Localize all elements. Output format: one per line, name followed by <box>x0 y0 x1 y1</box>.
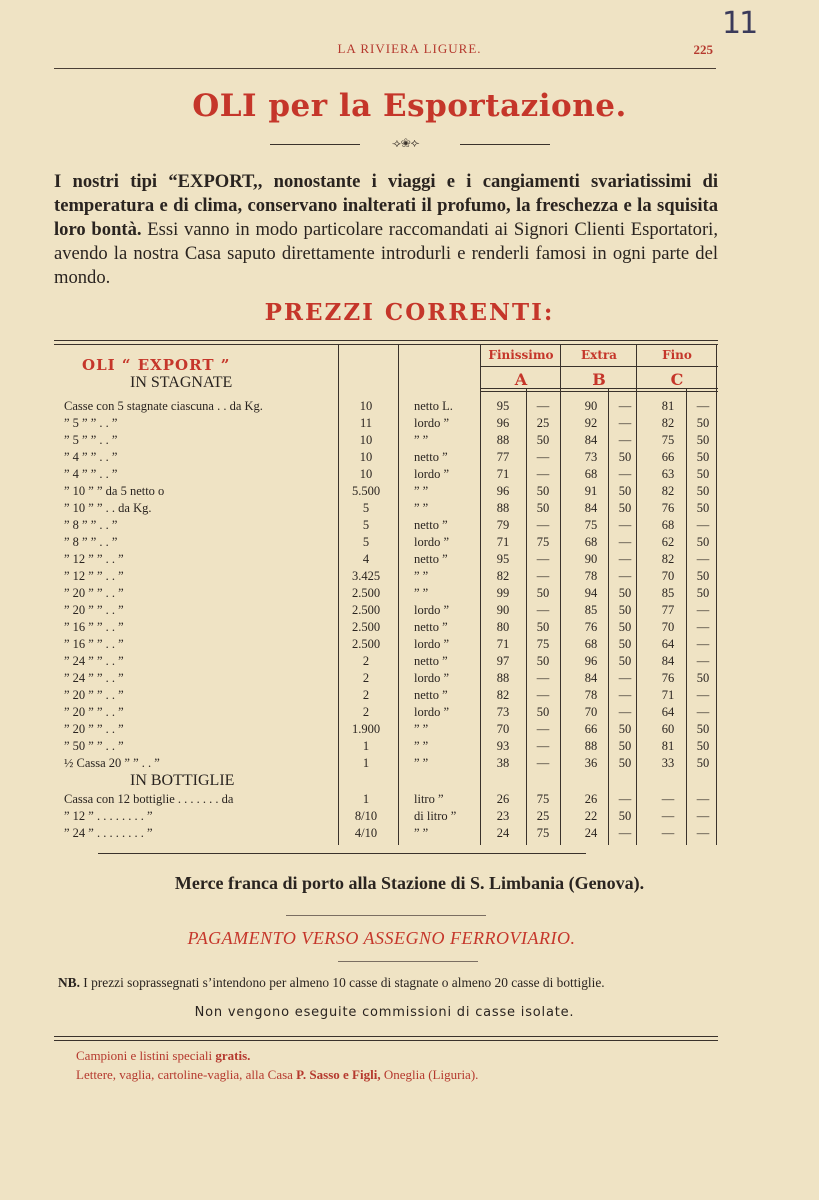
cell-qty: 5 <box>362 518 370 532</box>
table-row <box>54 619 718 636</box>
grade-letter-rule <box>480 388 718 389</box>
table-row <box>54 825 718 842</box>
intro-paragraph <box>54 170 718 290</box>
footer-line1-prefix: Campioni e listini speciali <box>76 1048 216 1063</box>
cell-c2: — <box>696 705 710 719</box>
cell-qty: 2 <box>362 688 370 702</box>
cell-c2: 50 <box>696 586 710 600</box>
grade-b-letter: B <box>592 370 606 389</box>
cell-b1: 84 <box>584 433 598 447</box>
cell-b2: — <box>618 826 632 840</box>
cell-desc: ” 24 ” ” . . ” <box>64 654 124 668</box>
table-row <box>54 568 718 585</box>
cell-c2: — <box>696 603 710 617</box>
cell-qty: 2 <box>362 705 370 719</box>
cell-note: ” ” <box>414 433 429 447</box>
table-row <box>54 602 718 619</box>
cell-desc: ” 12 ” . . . . . . . . ” <box>64 809 153 823</box>
cell-b2: 50 <box>618 809 632 823</box>
cell-a1: 95 <box>496 552 510 566</box>
cell-qty: 2.500 <box>351 620 381 634</box>
section-bottiglie-heading: IN BOTTIGLIE <box>130 772 235 789</box>
grade-letter-rule-inner <box>480 391 718 392</box>
cell-a2: — <box>536 603 550 617</box>
cell-qty: 10 <box>359 433 373 447</box>
cell-qty: 4 <box>362 552 370 566</box>
cell-b1: 78 <box>584 569 598 583</box>
ornament-line-right <box>460 144 550 145</box>
cell-note: ” ” <box>414 826 429 840</box>
cell-b2: 50 <box>618 637 632 651</box>
cell-c1: 64 <box>661 637 675 651</box>
cell-a2: — <box>536 399 550 413</box>
cell-note: lordo ” <box>414 671 450 685</box>
grade-c-name: Fino <box>662 348 692 362</box>
cell-b2: — <box>618 688 632 702</box>
grade-b-name: Extra <box>581 348 617 362</box>
footer-line2-prefix: Lettere, vaglia, cartoline-vaglia, alla Casa <box>76 1067 297 1082</box>
cell-qty: 11 <box>359 416 373 430</box>
price-table <box>54 340 718 845</box>
cell-c2: 50 <box>696 756 710 770</box>
cell-a2: — <box>536 552 550 566</box>
cell-qty: 10 <box>359 467 373 481</box>
cell-qty: 2.500 <box>351 586 381 600</box>
table-row <box>54 704 718 721</box>
table-row <box>54 466 718 483</box>
non-vengono-note: Non vengono eseguite commissioni di casse isolate. <box>194 1005 575 1020</box>
cell-b1: 70 <box>584 705 598 719</box>
cell-c2: 50 <box>696 501 710 515</box>
cell-qty: 10 <box>359 450 373 464</box>
cell-note: netto ” <box>414 654 448 668</box>
nb-text: I prezzi soprassegnati s’intendono per almeno 10 casse di stagnate o almeno 20 casse di bottiglie. <box>79 975 605 990</box>
cell-desc: ” 16 ” ” . . ” <box>64 620 124 634</box>
cell-a1: 23 <box>496 809 510 823</box>
cell-a2: 25 <box>536 416 550 430</box>
cell-qty: 1 <box>362 739 370 753</box>
merce-franca-note: Merce franca di porto alla Stazione di S. Limbania (Genova). <box>174 873 645 893</box>
cell-c2: 50 <box>696 671 710 685</box>
ornament-divider <box>270 136 550 150</box>
cell-b2: 50 <box>618 756 632 770</box>
cell-desc: ” 20 ” ” . . ” <box>64 688 124 702</box>
cell-qty: 2 <box>362 654 370 668</box>
grade-c-letter: C <box>670 370 684 389</box>
intro-bold-lead: I nostri tipi “EXPORT,, nonostante i viaggi e i cangiamenti svariatissimi di temperatura e di clima, conservano inalterati il profumo, la freschezza e la squisita loro bontà. <box>54 171 718 240</box>
cell-a2: — <box>536 518 550 532</box>
cell-a1: 93 <box>496 739 510 753</box>
cell-a1: 96 <box>496 484 510 498</box>
cell-note: netto ” <box>414 450 448 464</box>
cell-a1: 79 <box>496 518 510 532</box>
grade-a-name: Finissimo <box>488 348 554 362</box>
cell-note: lordo ” <box>414 705 450 719</box>
cell-c1: 64 <box>661 705 675 719</box>
cell-a2: — <box>536 569 550 583</box>
cell-note: ” ” <box>414 501 429 515</box>
top-rule <box>54 68 716 69</box>
cell-b1: 66 <box>584 722 598 736</box>
short-rule <box>338 961 478 962</box>
cell-note: netto L. <box>414 399 453 413</box>
cell-c2: — <box>696 399 710 413</box>
table-row <box>54 755 718 772</box>
cell-c2: 50 <box>696 535 710 549</box>
table-row <box>54 483 718 500</box>
cell-desc: ” 5 ” ” . . ” <box>64 433 118 447</box>
cell-a1: 82 <box>496 688 510 702</box>
cell-qty: 1.900 <box>351 722 381 736</box>
cell-c1: 76 <box>661 501 675 515</box>
table-row <box>54 449 718 466</box>
cell-desc: ” 12 ” ” . . ” <box>64 569 124 583</box>
cell-a1: 82 <box>496 569 510 583</box>
cell-b1: 88 <box>584 739 598 753</box>
table-row <box>54 534 718 551</box>
cell-c1: 81 <box>661 739 675 753</box>
cell-b1: 68 <box>584 535 598 549</box>
table-row <box>54 500 718 517</box>
cell-c2: 50 <box>696 484 710 498</box>
cell-b2: — <box>618 433 632 447</box>
table-header-title: OLI “ EXPORT ” <box>82 356 231 374</box>
cell-b2: 50 <box>618 484 632 498</box>
cell-c2: 50 <box>696 450 710 464</box>
cell-a2: 50 <box>536 654 550 668</box>
cell-b2: — <box>618 399 632 413</box>
footer-company: P. Sasso e Figli, <box>296 1067 381 1082</box>
cell-b2: — <box>618 416 632 430</box>
table-row <box>54 551 718 568</box>
cell-c2: — <box>696 637 710 651</box>
cell-note: netto ” <box>414 688 448 702</box>
table-row <box>54 432 718 449</box>
cell-desc: ½ Cassa 20 ” ” . . ” <box>64 756 160 770</box>
cell-desc: ” 8 ” ” . . ” <box>64 518 118 532</box>
cell-desc: ” 20 ” ” . . ” <box>64 586 124 600</box>
cell-qty: 1 <box>362 792 370 806</box>
cell-a1: 77 <box>496 450 510 464</box>
cell-b1: 22 <box>584 809 598 823</box>
cell-qty: 5.500 <box>351 484 381 498</box>
footer-line-2 <box>76 1067 478 1083</box>
cell-a1: 88 <box>496 501 510 515</box>
cell-note: lordo ” <box>414 416 450 430</box>
cell-b2: 50 <box>618 739 632 753</box>
cell-a2: 50 <box>536 484 550 498</box>
cell-a1: 71 <box>496 467 510 481</box>
cell-desc: ” 4 ” ” . . ” <box>64 450 118 464</box>
table-row <box>54 517 718 534</box>
cell-desc: Casse con 5 stagnate ciascuna . . da Kg. <box>64 399 263 413</box>
cell-a1: 71 <box>496 637 510 651</box>
cell-a1: 88 <box>496 433 510 447</box>
table-row <box>54 687 718 704</box>
intro-rest: Essi vanno in modo particolare raccomandati ai Signori Clienti Esportatori, avendo la nostra Casa saputo direttamente introdurli e renderli famosi in ogni parte del mondo. <box>54 219 718 288</box>
cell-a2: 50 <box>536 433 550 447</box>
cell-c1: — <box>661 792 675 806</box>
cell-b2: — <box>618 535 632 549</box>
cell-note: di litro ” <box>414 809 457 823</box>
cell-a1: 38 <box>496 756 510 770</box>
cell-desc: ” 10 ” ” . . da Kg. <box>64 501 152 515</box>
footer-line-1 <box>76 1048 250 1064</box>
cell-qty: 8/10 <box>354 809 378 823</box>
cell-b1: 26 <box>584 792 598 806</box>
cell-c1: 70 <box>661 620 675 634</box>
cell-b2: 50 <box>618 654 632 668</box>
cell-desc: ” 16 ” ” . . ” <box>64 637 124 651</box>
cell-b1: 84 <box>584 671 598 685</box>
cell-desc: ” 24 ” . . . . . . . . ” <box>64 826 153 840</box>
ornament-flourish-icon: ⟢❀⟣ <box>392 136 420 150</box>
table-top-rule <box>54 340 718 341</box>
cell-note: ” ” <box>414 722 429 736</box>
cell-b1: 75 <box>584 518 598 532</box>
cell-note: ” ” <box>414 756 429 770</box>
cell-desc: ” 12 ” ” . . ” <box>64 552 124 566</box>
grade-a-letter: A <box>514 370 528 389</box>
cell-qty: 3.425 <box>351 569 381 583</box>
cell-a1: 88 <box>496 671 510 685</box>
cell-b2: — <box>618 792 632 806</box>
cell-c2: — <box>696 552 710 566</box>
cell-note: ” ” <box>414 484 429 498</box>
cell-c1: — <box>661 826 675 840</box>
cell-b2: 50 <box>618 603 632 617</box>
cell-a2: 75 <box>536 792 550 806</box>
cell-c2: — <box>696 809 710 823</box>
cell-note: netto ” <box>414 552 448 566</box>
cell-c2: — <box>696 654 710 668</box>
cell-a2: 50 <box>536 620 550 634</box>
cell-note: ” ” <box>414 739 429 753</box>
cell-a2: — <box>536 467 550 481</box>
cell-qty: 5 <box>362 501 370 515</box>
cell-c1: 77 <box>661 603 675 617</box>
cell-a2: 50 <box>536 501 550 515</box>
cell-desc: ” 20 ” ” . . ” <box>64 705 124 719</box>
running-head: LA RIVIERA LIGURE. <box>337 41 482 56</box>
cell-b2: 50 <box>618 586 632 600</box>
cell-c2: 50 <box>696 433 710 447</box>
cell-b2: — <box>618 569 632 583</box>
cell-c1: 66 <box>661 450 675 464</box>
footer-line2-suffix: Oneglia (Liguria). <box>380 1067 479 1082</box>
cell-b1: 76 <box>584 620 598 634</box>
handwritten-number: 11 <box>722 6 757 41</box>
cell-desc: ” 5 ” ” . . ” <box>64 416 118 430</box>
cell-a2: — <box>536 688 550 702</box>
cell-a2: — <box>536 739 550 753</box>
cell-qty: 2.500 <box>351 637 381 651</box>
table-top-rule-inner <box>54 344 718 345</box>
prezzi-heading: PREZZI CORRENTI: <box>264 299 555 326</box>
grade-header-rule <box>480 366 718 367</box>
cell-a2: 75 <box>536 637 550 651</box>
table-row <box>54 721 718 738</box>
cell-a2: 50 <box>536 705 550 719</box>
cell-c1: 33 <box>661 756 675 770</box>
cell-a2: — <box>536 450 550 464</box>
cell-a2: 25 <box>536 809 550 823</box>
table-row <box>54 415 718 432</box>
cell-desc: ” 8 ” ” . . ” <box>64 535 118 549</box>
cell-c1: 82 <box>661 416 675 430</box>
cell-qty: 2.500 <box>351 603 381 617</box>
cell-qty: 1 <box>362 756 370 770</box>
ornament-line-left <box>270 144 360 145</box>
cell-note: lordo ” <box>414 603 450 617</box>
cell-a2: 50 <box>536 586 550 600</box>
cell-c2: — <box>696 620 710 634</box>
cell-qty: 10 <box>359 399 373 413</box>
cell-c1: 68 <box>661 518 675 532</box>
table-row <box>54 653 718 670</box>
cell-b1: 91 <box>584 484 598 498</box>
cell-c1: 62 <box>661 535 675 549</box>
cell-qty: 5 <box>362 535 370 549</box>
cell-note: ” ” <box>414 586 429 600</box>
footer-line1-bold: gratis. <box>215 1048 251 1063</box>
cell-a1: 80 <box>496 620 510 634</box>
table-row <box>54 398 718 415</box>
cell-b1: 68 <box>584 467 598 481</box>
cell-b1: 94 <box>584 586 598 600</box>
cell-note: netto ” <box>414 620 448 634</box>
table-row <box>54 670 718 687</box>
cell-c2: 50 <box>696 739 710 753</box>
cell-b2: 50 <box>618 450 632 464</box>
cell-c1: 82 <box>661 552 675 566</box>
cell-b2: — <box>618 705 632 719</box>
cell-c2: — <box>696 826 710 840</box>
page-number: 225 <box>693 42 713 57</box>
cell-a1: 90 <box>496 603 510 617</box>
cell-b1: 73 <box>584 450 598 464</box>
cell-c1: 63 <box>661 467 675 481</box>
bottom-rule <box>54 1036 718 1037</box>
cell-c1: 85 <box>661 586 675 600</box>
cell-desc: ” 4 ” ” . . ” <box>64 467 118 481</box>
table-row <box>54 738 718 755</box>
cell-desc: ” 20 ” ” . . ” <box>64 722 124 736</box>
cell-a1: 99 <box>496 586 510 600</box>
cell-c2: 50 <box>696 569 710 583</box>
cell-b1: 84 <box>584 501 598 515</box>
cell-c2: — <box>696 688 710 702</box>
cell-a1: 96 <box>496 416 510 430</box>
cell-c1: 71 <box>661 688 675 702</box>
cell-a1: 71 <box>496 535 510 549</box>
cell-desc: ” 10 ” ” da 5 netto o <box>64 484 165 498</box>
cell-a1: 95 <box>496 399 510 413</box>
cell-a2: 75 <box>536 826 550 840</box>
section-stagnate-heading: IN STAGNATE <box>130 374 233 391</box>
cell-a1: 70 <box>496 722 510 736</box>
pagamento-line: PAGAMENTO VERSO ASSEGNO FERROVIARIO. <box>187 928 576 948</box>
cell-b1: 68 <box>584 637 598 651</box>
cell-c2: 50 <box>696 722 710 736</box>
cell-b1: 78 <box>584 688 598 702</box>
table-row <box>54 791 718 808</box>
cell-note: lordo ” <box>414 467 450 481</box>
cell-b1: 96 <box>584 654 598 668</box>
nb-label: NB. <box>58 975 80 990</box>
cell-desc: ” 24 ” ” . . ” <box>64 671 124 685</box>
cell-c2: — <box>696 792 710 806</box>
cell-b2: — <box>618 671 632 685</box>
cell-b2: 50 <box>618 620 632 634</box>
cell-c1: — <box>661 809 675 823</box>
page-title: OLI per la Esportazione. <box>192 88 627 124</box>
cell-a1: 26 <box>496 792 510 806</box>
cell-a1: 73 <box>496 705 510 719</box>
cell-c1: 75 <box>661 433 675 447</box>
cell-b2: — <box>618 552 632 566</box>
cell-a2: — <box>536 756 550 770</box>
cell-c2: 50 <box>696 416 710 430</box>
cell-note: lordo ” <box>414 535 450 549</box>
table-bottom-rule <box>98 853 586 854</box>
cell-c2: — <box>696 518 710 532</box>
cell-b2: 50 <box>618 722 632 736</box>
cell-b2: — <box>618 518 632 532</box>
bottom-rule-inner <box>54 1040 718 1041</box>
cell-b1: 90 <box>584 552 598 566</box>
cell-c1: 60 <box>661 722 675 736</box>
short-rule <box>286 915 486 916</box>
cell-a2: — <box>536 722 550 736</box>
cell-qty: 4/10 <box>354 826 378 840</box>
cell-a2: 75 <box>536 535 550 549</box>
cell-a1: 97 <box>496 654 510 668</box>
cell-note: ” ” <box>414 569 429 583</box>
cell-desc: Cassa con 12 bottiglie . . . . . . . da <box>64 792 234 806</box>
cell-desc: ” 20 ” ” . . ” <box>64 603 124 617</box>
cell-b1: 36 <box>584 756 598 770</box>
cell-b1: 90 <box>584 399 598 413</box>
cell-note: netto ” <box>414 518 448 532</box>
cell-c1: 81 <box>661 399 675 413</box>
cell-a2: — <box>536 671 550 685</box>
cell-b2: 50 <box>618 501 632 515</box>
table-row <box>54 808 718 825</box>
cell-b2: — <box>618 467 632 481</box>
cell-qty: 2 <box>362 671 370 685</box>
table-row <box>54 636 718 653</box>
cell-note: litro ” <box>414 792 444 806</box>
cell-c1: 76 <box>661 671 675 685</box>
cell-b1: 24 <box>584 826 598 840</box>
cell-c2: 50 <box>696 467 710 481</box>
table-row <box>54 585 718 602</box>
cell-a1: 24 <box>496 826 510 840</box>
cell-b1: 92 <box>584 416 598 430</box>
cell-c1: 82 <box>661 484 675 498</box>
cell-desc: ” 50 ” ” . . ” <box>64 739 124 753</box>
cell-c1: 70 <box>661 569 675 583</box>
cell-b1: 85 <box>584 603 598 617</box>
cell-note: lordo ” <box>414 637 450 651</box>
nb-note <box>58 975 738 991</box>
cell-c1: 84 <box>661 654 675 668</box>
